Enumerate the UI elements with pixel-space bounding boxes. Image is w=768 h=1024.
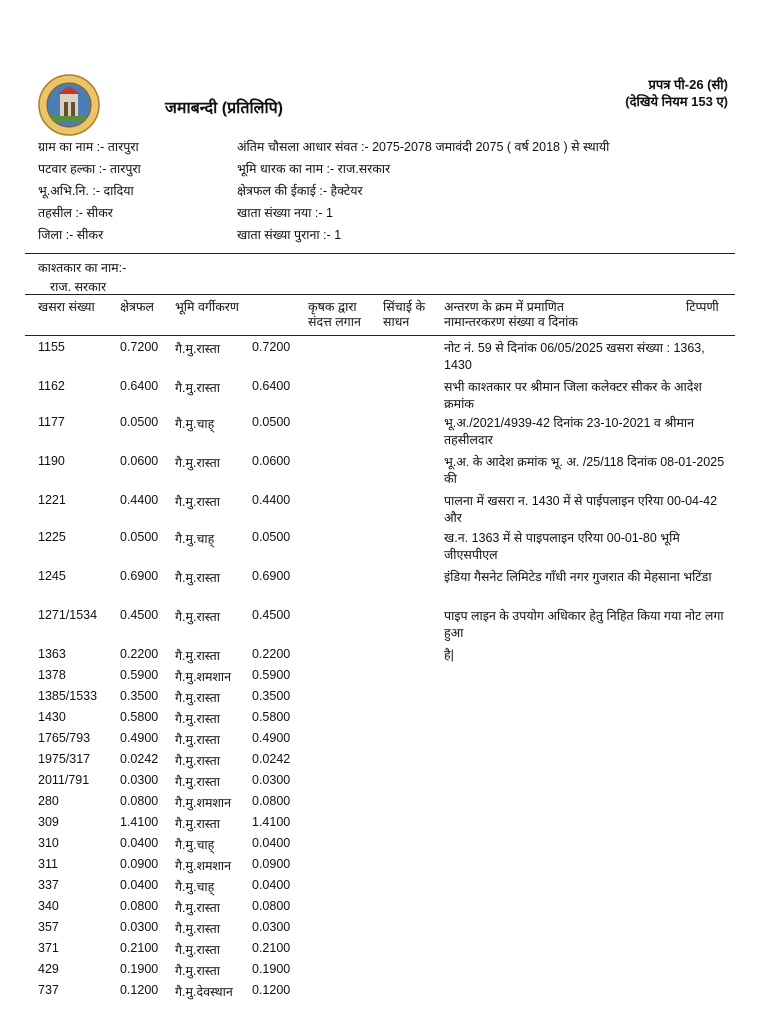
classification-cell: गै.मु.रास्ता [175, 943, 221, 957]
note-line: पाइप लाइन के उपयोग अधिकार हेतु निहित किया गया नोट लगा हुआ [444, 609, 724, 640]
khasra-cell: 1363 [38, 647, 66, 661]
area-cell: 0.0300 [120, 773, 159, 787]
area-cell: 0.0500 [120, 530, 159, 544]
classification-cell: गै.मु.रास्ता [175, 964, 221, 978]
khasra-cell: 2011/791 [38, 773, 90, 787]
classification-cell: गै.मु.रास्ता [175, 775, 221, 789]
classification-area-cell: 0.1200 [252, 983, 291, 997]
area-cell: 0.0900 [120, 857, 159, 871]
info-left-line: भू.अभि.नि. :- दादिया [38, 184, 134, 198]
divider-top [25, 253, 735, 254]
note-line: नोट नं. 59 से दिनांक 06/05/2025 खसरा संख्या : 1363, 1430 [444, 341, 705, 372]
info-left-line: ग्राम का नाम :- तारपुरा [38, 140, 139, 154]
classification-cell: गै.मु.रास्ता [175, 754, 221, 768]
khasra-cell: 310 [38, 836, 59, 850]
area-cell: 0.0400 [120, 836, 159, 850]
area-cell: 0.4500 [120, 608, 159, 622]
info-right-line: खाता संख्या नया :- 1 [237, 206, 333, 220]
table-row [0, 962, 768, 982]
area-cell: 0.0600 [120, 454, 159, 468]
area-cell: 0.5800 [120, 710, 159, 724]
page-title: जमाबन्दी (प्रतिलिपि) [165, 100, 283, 117]
classification-area-cell: 0.4500 [252, 608, 291, 622]
col-irrigation [383, 300, 425, 330]
classification-area-cell: 0.0400 [252, 836, 291, 850]
col-remarks: टिप्पणी [686, 300, 719, 314]
form-number-label: प्रपत्र पी-26 (सी) [648, 77, 728, 92]
classification-area-cell: 0.0800 [252, 794, 291, 808]
classification-cell: गै.मु.शमशान [175, 796, 232, 810]
note-line: इंडिया गैसनेट लिमिटेड गाँधी नगर गुजरात की मेहसाना भटिंडा [444, 570, 712, 584]
area-cell: 0.7200 [120, 340, 159, 354]
village-info [38, 138, 141, 248]
khasra-cell: 357 [38, 920, 59, 934]
classification-area-cell: 0.0500 [252, 530, 291, 544]
form-number [625, 76, 728, 110]
table-row [0, 920, 768, 940]
khasra-cell: 337 [38, 878, 59, 892]
classification-cell: गै.मु.चाह् [175, 417, 215, 431]
classification-area-cell: 0.5900 [252, 668, 291, 682]
classification-area-cell: 0.0800 [252, 899, 291, 913]
info-right-line: अंतिम चौसला आधार संवत :- 2075-2078 जमावंदी 2075 ( वर्ष 2018 ) से स्थायी [237, 140, 610, 154]
col-irrigation-line1: सिंचाई के [383, 300, 426, 314]
table-row [0, 668, 768, 688]
info-right-line: भूमि धारक का नाम :- राज.सरकार [237, 162, 391, 176]
note-line: है| [444, 648, 454, 662]
area-cell: 0.0800 [120, 794, 159, 808]
khasra-cell: 737 [38, 983, 59, 997]
classification-cell: गै.मु.रास्ता [175, 381, 221, 395]
classification-cell: गै.मु.चाह् [175, 532, 215, 546]
classification-area-cell: 0.2200 [252, 647, 291, 661]
table-row [0, 941, 768, 961]
area-cell: 0.0500 [120, 415, 159, 429]
classification-cell: गै.मु.देवस्थान [175, 985, 233, 999]
khasra-cell: 1177 [38, 415, 65, 429]
table-row [0, 857, 768, 877]
table-row [0, 773, 768, 793]
note-line: पालना में खसरा न. 1430 में से पाईपलाइन एरिया 00-04-42 और [444, 494, 718, 525]
khasra-cell: 1221 [38, 493, 66, 507]
table-row [0, 878, 768, 898]
table-row [0, 752, 768, 772]
classification-area-cell: 0.7200 [252, 340, 291, 354]
info-right-line: खाता संख्या पुराना :- 1 [237, 228, 342, 242]
classification-cell: गै.मु.रास्ता [175, 691, 221, 705]
khasra-cell: 1271/1534 [38, 608, 98, 622]
area-cell: 0.0300 [120, 920, 159, 934]
area-cell: 0.0242 [120, 752, 159, 766]
classification-cell: गै.मु.रास्ता [175, 922, 221, 936]
area-cell: 0.6900 [120, 569, 159, 583]
table-row [0, 983, 768, 1003]
government-seal-icon [38, 74, 100, 136]
khasra-cell: 340 [38, 899, 59, 913]
info-left-line: पटवार हल्का :- तारपुरा [38, 162, 141, 176]
classification-area-cell: 0.0500 [252, 415, 291, 429]
note-line: भू.अ./2021/4939-42 दिनांक 23-10-2021 व श्रीमान तहसीलदार [444, 416, 695, 447]
khasra-cell: 1190 [38, 454, 65, 468]
area-cell: 0.4900 [120, 731, 159, 745]
table-row [0, 794, 768, 814]
khasra-cell: 1385/1533 [38, 689, 98, 703]
classification-area-cell: 0.0600 [252, 454, 291, 468]
col-mutation [444, 300, 578, 330]
classification-cell: गै.मु.रास्ता [175, 610, 221, 624]
col-classification: भूमि वर्गीकरण [175, 300, 239, 314]
note-line: ख.न. 1363 में से पाइपलाइन एरिया 00-01-80 भूमि जीएसपीएल [444, 531, 680, 562]
col-area: क्षेत्रफल [120, 300, 154, 314]
area-cell: 0.4400 [120, 493, 159, 507]
note-line: सभी काश्तकार पर श्रीमान जिला कलेक्टर सीकर के आदेश क्रमांक [444, 380, 702, 411]
area-cell: 0.5900 [120, 668, 159, 682]
area-cell: 0.1200 [120, 983, 159, 997]
classification-area-cell: 0.0900 [252, 857, 291, 871]
divider-header [25, 294, 735, 295]
classification-area-cell: 0.5800 [252, 710, 291, 724]
khasra-cell: 1225 [38, 530, 66, 544]
classification-area-cell: 0.4900 [252, 731, 291, 745]
classification-cell: गै.मु.रास्ता [175, 456, 221, 470]
khasra-cell: 1155 [38, 340, 65, 354]
area-cell: 0.3500 [120, 689, 159, 703]
khasra-cell: 1430 [38, 710, 66, 724]
area-cell: 1.4100 [120, 815, 159, 829]
table-row [0, 815, 768, 835]
khasra-cell: 280 [38, 794, 59, 808]
khasra-cell: 311 [38, 857, 58, 871]
classification-area-cell: 0.6900 [252, 569, 291, 583]
classification-cell: गै.मु.चाह् [175, 838, 215, 852]
khasra-cell: 429 [38, 962, 59, 976]
classification-area-cell: 0.0300 [252, 920, 291, 934]
cultivator-name: राज. सरकार [50, 280, 107, 294]
area-cell: 0.2200 [120, 647, 159, 661]
info-right-line: क्षेत्रफल की ईकाई :- हैक्टेयर [237, 184, 363, 198]
table-row [0, 899, 768, 919]
classification-cell: गै.मु.चाह् [175, 880, 215, 894]
classification-area-cell: 0.0242 [252, 752, 291, 766]
note-line: भू.अ. के आदेश क्रमांक भू. अ. /25/118 दिनांक 08-01-2025 की [444, 455, 725, 486]
col-khasra: खसरा संख्या [38, 300, 95, 314]
classification-cell: गै.मु.शमशान [175, 670, 232, 684]
col-rent [308, 300, 361, 330]
classification-area-cell: 0.1900 [252, 962, 291, 976]
table-row [0, 710, 768, 730]
classification-cell: गै.मु.शमशान [175, 859, 232, 873]
classification-area-cell: 0.0300 [252, 773, 291, 787]
classification-area-cell: 0.2100 [252, 941, 291, 955]
col-mutation-line2: नामान्तरकरण संख्या व दिनांक [444, 315, 578, 329]
khasra-cell: 1975/317 [38, 752, 91, 766]
classification-area-cell: 0.3500 [252, 689, 291, 703]
classification-cell: गै.मु.रास्ता [175, 649, 221, 663]
classification-cell: गै.मु.रास्ता [175, 733, 221, 747]
classification-area-cell: 0.0400 [252, 878, 291, 892]
area-cell: 0.6400 [120, 379, 159, 393]
classification-cell: गै.मु.रास्ता [175, 712, 221, 726]
col-rent-line2: संदत्त लगान [308, 315, 361, 329]
khasra-cell: 309 [38, 815, 59, 829]
area-cell: 0.0800 [120, 899, 159, 913]
holding-info [237, 138, 609, 248]
info-left-line: तहसील :- सीकर [38, 206, 113, 220]
khasra-cell: 1765/793 [38, 731, 91, 745]
khasra-cell: 1162 [38, 379, 65, 393]
classification-cell: गै.मु.रास्ता [175, 495, 221, 509]
divider-body [25, 335, 735, 336]
table-row [0, 731, 768, 751]
area-cell: 0.1900 [120, 962, 159, 976]
khasra-cell: 1245 [38, 569, 66, 583]
classification-cell: गै.मु.रास्ता [175, 571, 221, 585]
classification-area-cell: 0.4400 [252, 493, 291, 507]
classification-cell: गै.मु.रास्ता [175, 817, 221, 831]
cultivator-label: काश्तकार का नाम:- [38, 261, 127, 275]
khasra-cell: 1378 [38, 668, 66, 682]
col-irrigation-line2: साधन [383, 315, 410, 329]
table-row [0, 689, 768, 709]
info-left-line: जिला :- सीकर [38, 228, 104, 242]
classification-area-cell: 1.4100 [252, 815, 291, 829]
form-rule-label: (देखिये नियम 153 ए) [625, 94, 728, 109]
table-row [0, 836, 768, 856]
khasra-cell: 371 [38, 941, 59, 955]
area-cell: 0.2100 [120, 941, 159, 955]
area-cell: 0.0400 [120, 878, 159, 892]
classification-area-cell: 0.6400 [252, 379, 291, 393]
classification-cell: गै.मु.रास्ता [175, 901, 221, 915]
col-rent-line1: कृषक द्वारा [308, 300, 357, 314]
classification-cell: गै.मु.रास्ता [175, 342, 221, 356]
col-mutation-line1: अन्तरण के क्रम में प्रमाणित [444, 300, 564, 314]
